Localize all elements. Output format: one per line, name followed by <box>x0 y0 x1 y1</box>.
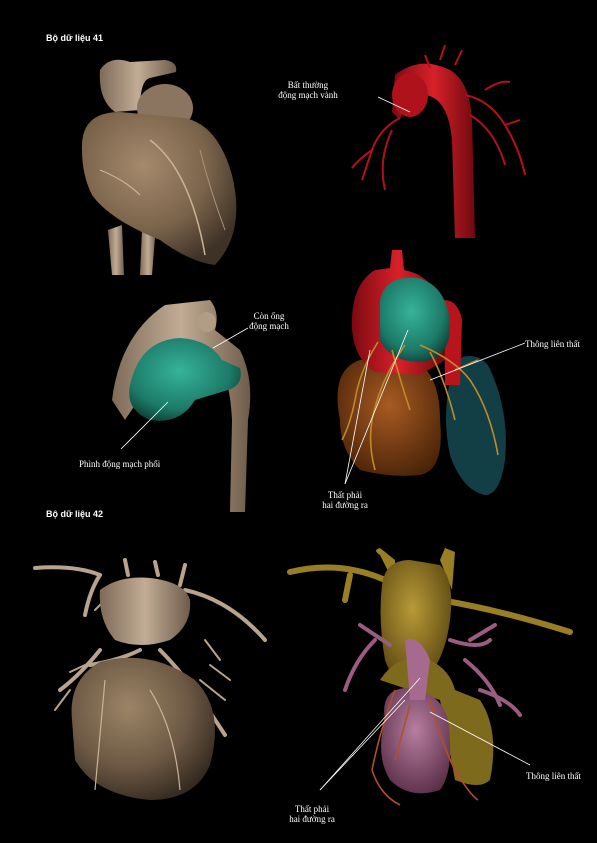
dataset-41-heading: Bộ dữ liệu 41 <box>46 33 104 43</box>
dorv-render-42 <box>290 548 570 805</box>
dorv-label-41 <box>305 490 385 510</box>
pulmonary-aneurysm-label: Phình động mạch phổi <box>79 459 161 469</box>
dorv-label-42 <box>272 804 352 824</box>
ductus-label <box>234 311 304 331</box>
ductus-line1: Còn ống <box>253 311 285 321</box>
vsd-label-41: Thông liên thất <box>525 339 580 349</box>
coronary-anomaly-line2: động mạch vành <box>278 90 338 100</box>
coronary-anomaly-label <box>268 80 348 100</box>
dataset-42-heading: Bộ dữ liệu 42 <box>46 509 104 519</box>
heart-render-41a <box>82 60 236 275</box>
vsd-label-42: Thông liên thất <box>526 771 581 781</box>
dorv-41-line1: Thất phải <box>327 490 363 500</box>
aorta-coronary-render-41 <box>352 45 525 238</box>
pulmonary-aneurysm-render-41 <box>112 300 250 512</box>
dorv-42-line2: hai đường ra <box>289 814 335 824</box>
dorv-42-line1: Thất phải <box>294 804 330 814</box>
coronary-anomaly-line1: Bất thường <box>287 80 329 90</box>
dorv-render-41 <box>338 250 526 495</box>
dorv-41-line2: hai đường ra <box>322 500 368 510</box>
heart-render-42 <box>35 560 265 800</box>
ductus-line2: động mạch <box>249 321 289 331</box>
